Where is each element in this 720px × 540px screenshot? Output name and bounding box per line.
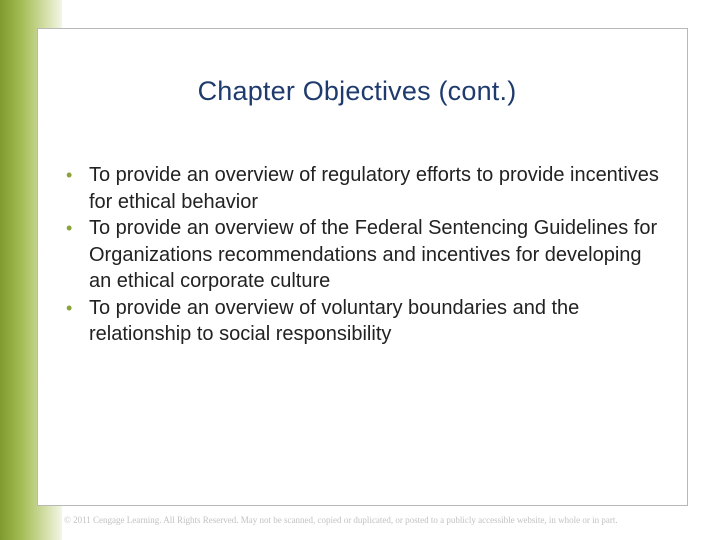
list-item-text: To provide an overview of the Federal Sentencing Guidelines for Organizations recommendations and incentives for developing an ethical corporate culture — [89, 217, 658, 292]
bullet-icon: • — [66, 297, 73, 318]
slide-title — [0, 76, 720, 107]
list-item — [66, 295, 666, 348]
list-item-text: To provide an overview of regulatory efforts to provide incentives for ethical behavior — [89, 164, 659, 213]
slide-title-text: Chapter Objectives (cont.) — [197, 76, 517, 106]
copyright-notice: © 2011 Cengage Learning. All Rights Reserved. May not be scanned, copied or duplicated, or posted to a publicly accessible website, in whole or in part. — [64, 515, 618, 525]
list-item-text: To provide an overview of voluntary boundaries and the relationship to social responsibility — [89, 296, 580, 345]
objectives-list — [66, 162, 666, 348]
bullet-icon: • — [66, 218, 73, 238]
bullet-icon: • — [66, 165, 73, 185]
list-item — [66, 215, 666, 295]
list-item — [66, 162, 666, 215]
